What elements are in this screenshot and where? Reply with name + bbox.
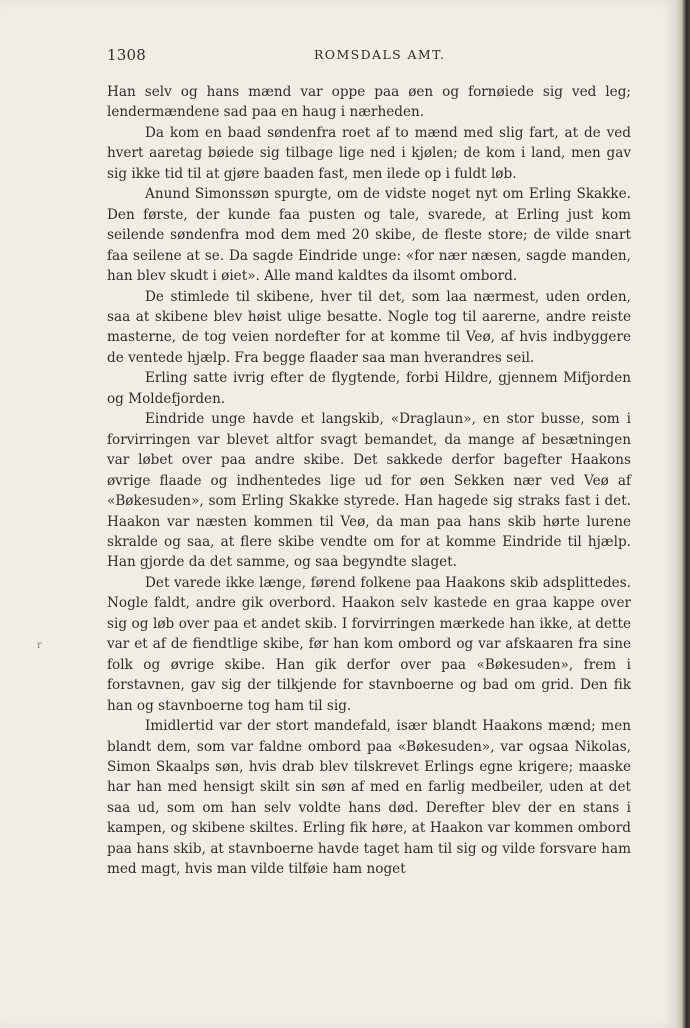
paragraph: Da kom en baad søndenfra roet af to mænd med slig fart, at de ved hvert aaretag bøiede sig tilbage lige ned i kjølen; de kom i land, men gav sig ikke tid til at gjøre baaden fast, men ilede op i fuldt løb. xyxy=(107,124,631,182)
page-header xyxy=(107,46,631,68)
body-text xyxy=(107,82,631,880)
paragraph: Imidlertid var der stort mandefald, især blandt Haakons mænd; men blandt dem, som var faldne ombord paa «Bøkesuden», var ogsaa Nikolas, Simon Skaalps søn, hvis drab blev tilskrevet Erlings egne krigere; maaske har han med hensigt skilt sin søn af med en farlig medbeiler, uden at det saa ud, som om han selv voldte hans død. Derefter blev der en stans i kampen, og skibene skiltes. Erling fik høre, at Haakon var kommen ombord paa hans skib, at stavnboerne havde taget ham til sig og vilde forsvare ham med magt, hvis man vilde tilføie ham noget xyxy=(107,718,631,878)
paragraph: Han selv og hans mænd var oppe paa øen og fornøiede sig ved leg; lendermændene sad paa en haug i nærheden. xyxy=(107,84,631,121)
paragraph: Anund Simonssøn spurgte, om de vidste noget nyt om Erling Skakke. Den første, der kunde faa pusten og tale, svarede, at Erling just kom seilende søndenfra mod dem med 20 skibe, de fleste store; de vilde snart faa seilene at se. Da sagde Eindride unge: «for nær næsen, sagde manden, han blev skudt i øiet». Alle mand kaldtes da ilsomt ombord. xyxy=(107,186,631,285)
page-number: 1308 xyxy=(107,46,146,64)
paragraph: Det varede ikke længe, førend folkene paa Haakons skib adsplittedes. Nogle faldt, andre gik overbord. Haakon selv kastede en graa kappe over sig og løb over paa et andet skib. I forvirringen mærkede han ikke, at dette var et af de fiendtlige skibe, før han kom ombord og var afskaaren fra sine folk og øvrige skibe. Han gik derfor over paa «Bøkesuden», frem i forstavnen, gav sig der tilkjende for stavnboerne og bad om grid. Den fik han og stavnboerne tog ham til sig. xyxy=(107,574,631,714)
paragraph: De stimlede til skibene, hver til det, som laa nærmest, uden orden, saa at skibene blev høist ulige besatte. Nogle tog til aarerne, andre reiste masterne, de tog veien nordefter for at komme til Veø, af hvis indbyggere de ventede hjælp. Fra begge flaader saa man hverandres seil. xyxy=(107,288,631,366)
margin-mark: r xyxy=(37,640,42,651)
page-edge xyxy=(676,0,690,1028)
paragraph: Erling satte ivrig efter de flygtende, forbi Hildre, gjennem Mifjorden og Moldefjorden. xyxy=(107,370,631,407)
paragraph: Eindride unge havde et langskib, «Draglaun», en stor busse, som i forvirringen var blevet altfor svagt bemandet, da mange af besætningen var løbet over paa andre skibe. Det sakkede derfor bagefter Haakons øvrige flaade og indhentedes lige ud for øen Sekken nær ved Veø af «Bøkesuden», som Erling Skakke styrede. Han hagede sig straks fast i det. Haakon var næsten kommen til Veø, da man paa hans skib hørte lurene skralde og saa, at flere skibe vendte om for at komme Eindride til hjælp. Han gjorde da det samme, og saa begyndte slaget. xyxy=(107,411,631,571)
running-head: ROMSDALS AMT. xyxy=(314,47,446,62)
